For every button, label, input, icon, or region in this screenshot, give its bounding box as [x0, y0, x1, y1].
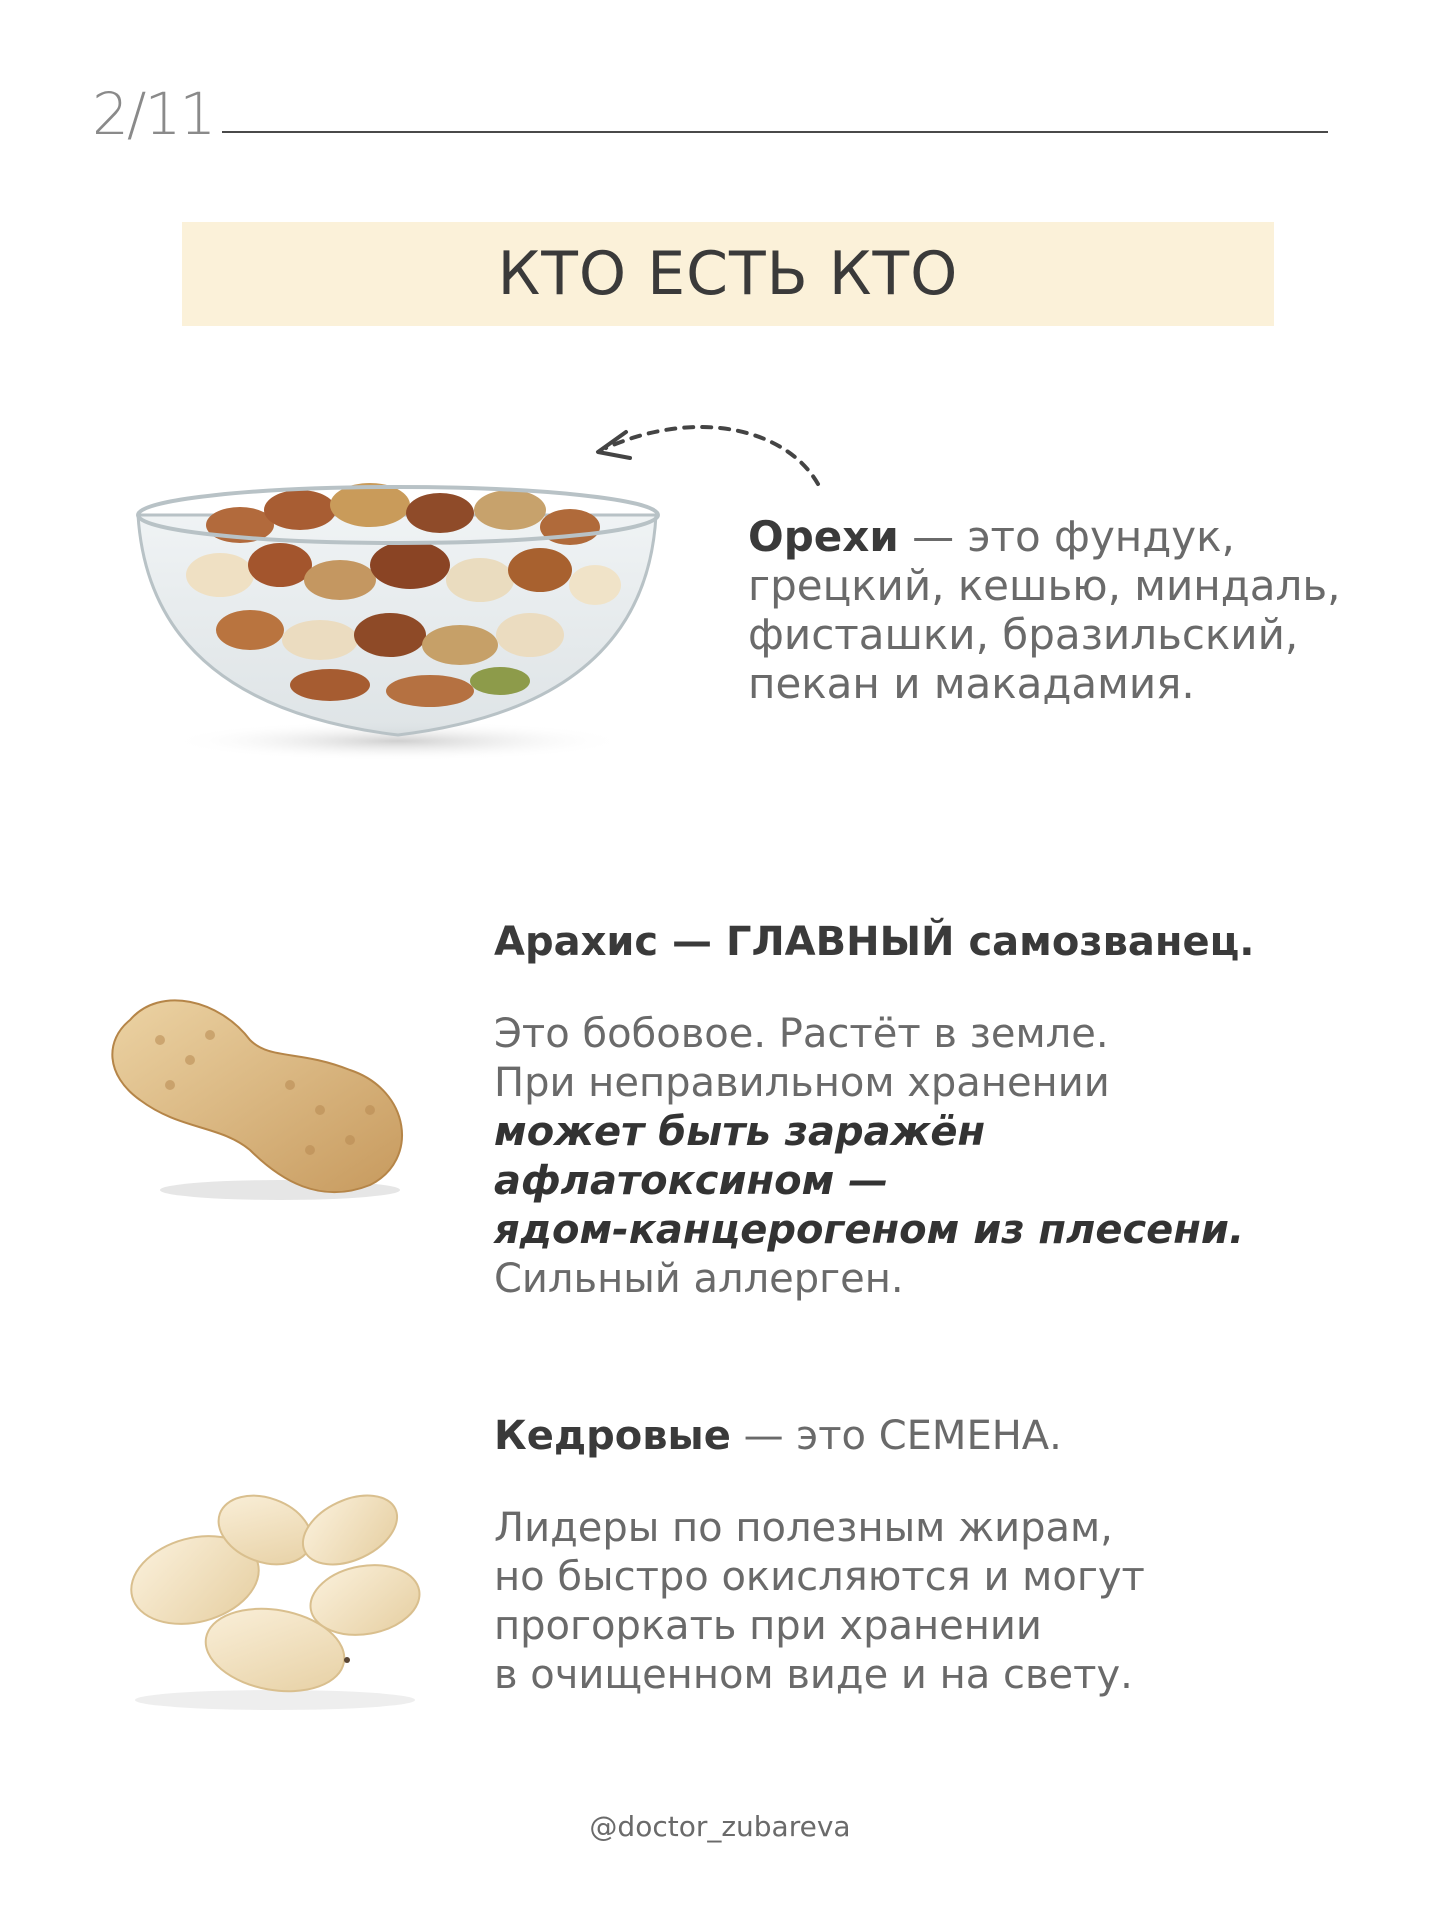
nuts-term: Орехи [748, 512, 899, 561]
peanut-image [100, 990, 420, 1210]
pine-line-2: но быстро окисляются и могут [494, 1554, 1145, 1600]
peanut-emphasis-2: афлатоксином — [494, 1158, 889, 1204]
peanut-emphasis-1: может быть заражён [494, 1109, 986, 1155]
peanut-line-1: Это бобовое. Растёт в земле. [494, 1011, 1109, 1057]
pine-line-3: прогоркать при хранении [494, 1603, 1042, 1649]
peanut-description [494, 1010, 1394, 1304]
author-handle: @doctor_zubareva [589, 1810, 851, 1843]
pine-term: Кедровые [494, 1413, 731, 1459]
nuts-line-2: грецкий, кешью, миндаль, [748, 561, 1341, 610]
pine-line-1: Лидеры по полезным жирам, [494, 1505, 1113, 1551]
title-banner [182, 222, 1274, 326]
peanut-line-3: Сильный аллерген. [494, 1256, 904, 1302]
top-divider [222, 131, 1328, 133]
pine-line-4: в очищенном виде и на свету. [494, 1652, 1133, 1698]
page-title: КТО ЕСТЬ КТО [497, 239, 959, 309]
peanut-line-2: При неправильном хранении [494, 1060, 1110, 1106]
nuts-line-3: фисташки, бразильский, [748, 610, 1299, 659]
pine-description [494, 1504, 1394, 1700]
pine-nuts-image [95, 1470, 445, 1720]
nuts-line-1: — это фундук, [898, 512, 1235, 561]
pine-heading [494, 1412, 1394, 1461]
bowl-of-nuts-image [130, 455, 665, 765]
pine-heading-rest: — это СЕМЕНА. [730, 1413, 1062, 1459]
nuts-description [748, 512, 1388, 708]
nuts-line-4: пекан и макадамия. [748, 659, 1195, 708]
page-number: 2/11 [92, 80, 215, 148]
peanut-emphasis-3: ядом-канцерогеном из плесени. [494, 1207, 1245, 1253]
peanut-heading: Арахис — ГЛАВНЫЙ самозванец. [494, 919, 1255, 965]
